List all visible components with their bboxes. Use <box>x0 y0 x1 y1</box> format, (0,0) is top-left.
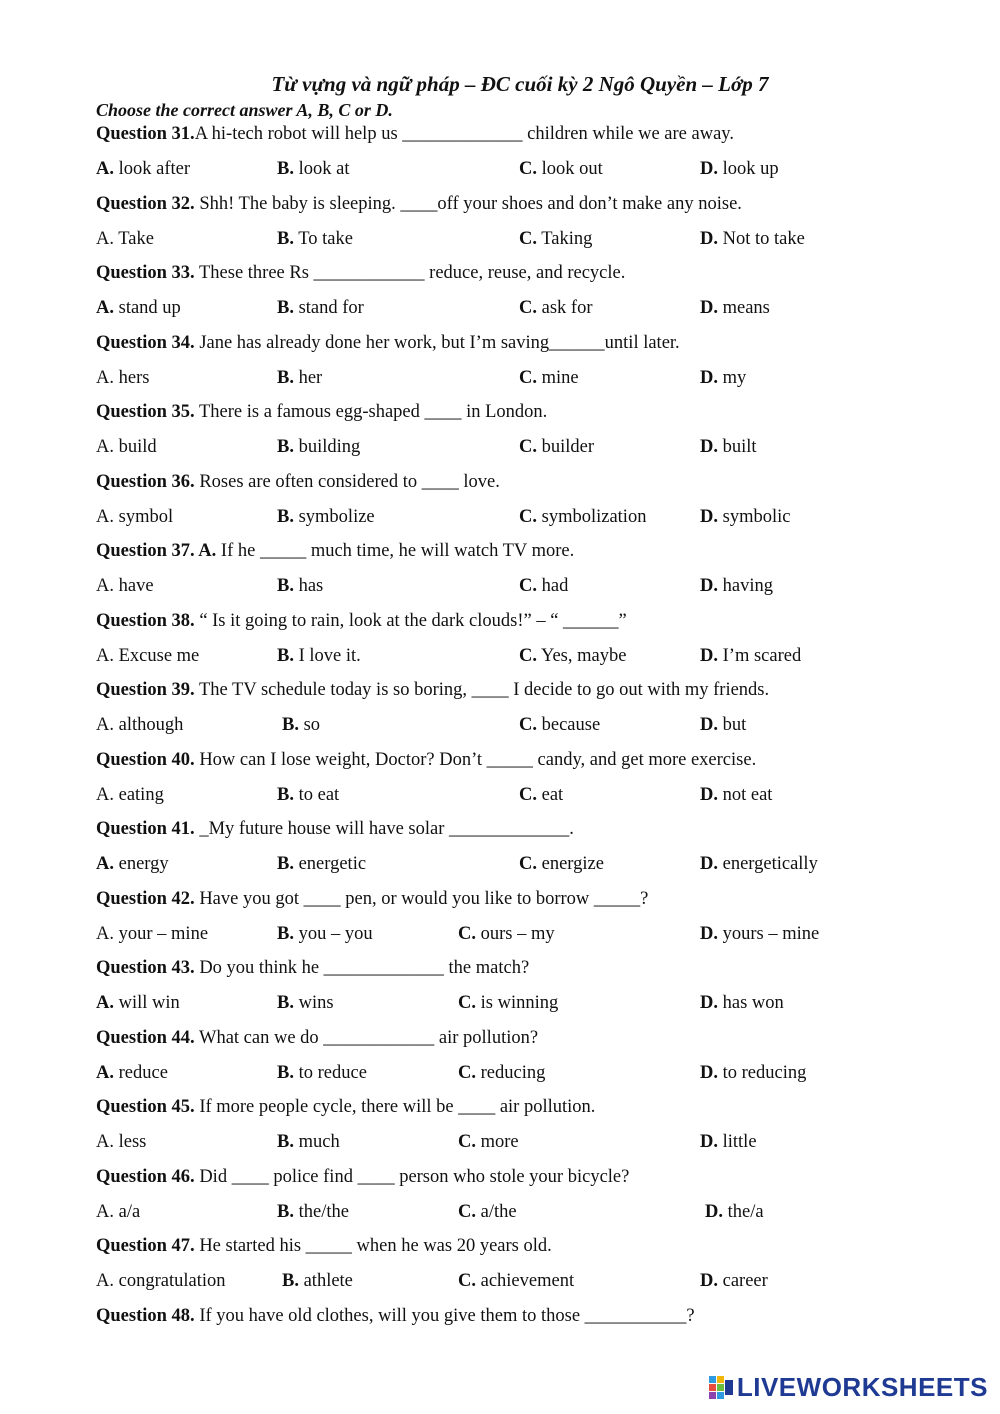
question-label: Question 41. <box>96 819 195 839</box>
option-text: little <box>718 1132 757 1152</box>
answer-option[interactable] <box>277 506 375 528</box>
question-body: Have you got ____ pen, or would you like to borrow _____? <box>194 888 649 909</box>
option-text: I’m scared <box>718 645 802 666</box>
option-letter: D. <box>700 923 718 944</box>
option-letter: C. <box>458 993 476 1013</box>
option-text: much <box>293 1132 340 1152</box>
question-body: _My future house will have solar _____________. <box>194 819 574 839</box>
option-letter: B. <box>277 1132 294 1152</box>
question-body: These three Rs ____________ reduce, reuse, and recycle. <box>194 263 626 283</box>
question-text <box>96 679 769 701</box>
option-text: a/the <box>476 1201 517 1222</box>
option-letter: A. <box>96 1271 114 1291</box>
option-letter: D. <box>700 576 718 596</box>
answer-option[interactable] <box>519 158 603 180</box>
option-letter: A. <box>96 1132 114 1152</box>
option-text: reducing <box>476 1062 546 1083</box>
option-letter: B. <box>277 645 294 666</box>
option-text: ours – my <box>476 923 555 944</box>
option-letter: B. <box>277 159 294 179</box>
answer-option[interactable] <box>282 1270 353 1292</box>
answer-option[interactable] <box>458 1270 574 1292</box>
answer-option[interactable] <box>277 228 353 250</box>
option-text: Not to take <box>718 228 805 249</box>
question-body: Did ____ police find ____ person who stole your bicycle? <box>194 1166 630 1187</box>
answer-option[interactable] <box>700 506 790 528</box>
option-letter: C. <box>458 1062 476 1083</box>
option-letter: C. <box>458 1271 476 1291</box>
option-letter: C. <box>519 784 537 805</box>
option-letter: B. <box>277 854 294 874</box>
option-letter: A. <box>96 645 114 666</box>
answer-option[interactable] <box>96 923 208 945</box>
answer-option[interactable] <box>277 784 339 806</box>
option-text: mine <box>537 367 579 388</box>
answer-option[interactable] <box>96 645 199 667</box>
option-text: Taking <box>537 228 593 249</box>
answer-option[interactable] <box>519 784 563 806</box>
option-text: although <box>114 715 184 735</box>
question-label: Question 39. <box>96 680 195 700</box>
answer-option[interactable] <box>700 645 801 667</box>
answer-option[interactable] <box>700 992 784 1014</box>
option-text: yours – mine <box>718 923 820 944</box>
question-label: Question 36. <box>96 471 195 492</box>
option-letter: D. <box>700 1132 718 1152</box>
answer-option[interactable] <box>96 1131 146 1153</box>
option-letter: D. <box>700 437 718 457</box>
option-letter: C. <box>519 854 537 874</box>
option-letter: B. <box>277 923 294 944</box>
option-text: my <box>718 367 747 388</box>
option-letter: A. <box>96 784 114 805</box>
option-letter: A. <box>96 1201 114 1222</box>
answer-option[interactable] <box>519 367 579 389</box>
option-text: look out <box>537 159 603 179</box>
question-text <box>96 471 500 493</box>
option-text: ask for <box>537 298 593 318</box>
option-text: look after <box>114 159 191 179</box>
option-letter: B. <box>277 993 294 1013</box>
option-letter: B. <box>282 1271 299 1291</box>
question-body: He started his _____ when he was 20 years old. <box>194 1236 552 1256</box>
option-text: eat <box>537 784 564 805</box>
option-letter: D. <box>700 506 718 527</box>
option-letter: C. <box>519 298 537 318</box>
answer-option[interactable] <box>519 714 600 736</box>
answer-option[interactable] <box>700 714 746 736</box>
answer-option[interactable] <box>277 923 373 945</box>
answer-option[interactable] <box>700 1270 768 1292</box>
option-text: will win <box>114 993 180 1013</box>
option-text: stand for <box>293 298 364 318</box>
option-text: because <box>537 715 601 735</box>
option-text: the/a <box>723 1201 764 1222</box>
option-text: you – you <box>293 923 373 944</box>
option-text: symbolic <box>718 506 791 527</box>
question-body: The TV schedule today is so boring, ____ I decide to go out with my friends. <box>194 680 770 700</box>
option-letter: C. <box>519 506 537 527</box>
answer-option[interactable] <box>96 1201 140 1223</box>
option-text: hers <box>114 367 150 388</box>
question-label: Question 32. <box>96 193 195 214</box>
question-text <box>96 749 756 771</box>
answer-option[interactable] <box>96 506 173 528</box>
question-text <box>96 193 742 215</box>
answer-option[interactable] <box>96 784 164 806</box>
question-text <box>96 1235 552 1257</box>
answer-option[interactable] <box>277 575 323 597</box>
option-letter: A. <box>96 715 114 735</box>
question-text <box>96 1096 595 1118</box>
option-letter: A. <box>96 159 114 179</box>
question-label: Question 44. <box>96 1027 195 1048</box>
option-letter: B. <box>277 298 294 318</box>
answer-option[interactable] <box>96 297 181 319</box>
option-letter: A. <box>96 1062 114 1083</box>
option-text: is winning <box>476 993 559 1013</box>
question-label: Question 43. <box>96 958 195 978</box>
option-text: energetic <box>293 854 367 874</box>
answer-option[interactable] <box>277 297 364 319</box>
option-letter: D. <box>700 159 718 179</box>
option-text: congratulation <box>114 1271 226 1291</box>
option-text: more <box>476 1132 519 1152</box>
answer-option[interactable] <box>700 784 772 806</box>
question-label: Question 40. <box>96 749 195 770</box>
option-letter: C. <box>519 367 537 388</box>
option-text: had <box>537 576 569 596</box>
option-text: symbolization <box>537 506 647 527</box>
option-text: look up <box>718 159 779 179</box>
answer-option[interactable] <box>96 436 157 458</box>
option-letter: D. <box>705 1201 723 1222</box>
option-letter: D. <box>700 645 718 666</box>
option-text: but <box>718 715 747 735</box>
option-letter: C. <box>519 437 537 457</box>
question-body: Roses are often considered to ____ love. <box>194 471 500 492</box>
question-text <box>96 332 680 354</box>
question-label: Question 37. A. <box>96 541 217 561</box>
answer-option[interactable] <box>277 367 322 389</box>
option-text: the/the <box>293 1201 349 1222</box>
question-body: “ Is it going to rain, look at the dark clouds!” – “ ______” <box>194 610 627 631</box>
option-text: her <box>293 367 323 388</box>
question-label: Question 38. <box>96 610 195 631</box>
question-label: Question 33. <box>96 263 195 283</box>
option-letter: A. <box>96 576 114 596</box>
answer-option[interactable] <box>96 992 180 1014</box>
option-text: to reduce <box>293 1062 367 1083</box>
liveworksheets-logo <box>708 1370 988 1404</box>
option-text: achievement <box>476 1271 575 1291</box>
answer-option[interactable] <box>277 1201 349 1223</box>
option-text: builder <box>537 437 595 457</box>
answer-option[interactable] <box>458 992 558 1014</box>
answer-option[interactable] <box>700 1062 806 1084</box>
answer-option[interactable] <box>458 923 555 945</box>
question-text <box>96 1305 695 1327</box>
option-text: wins <box>293 993 334 1013</box>
answer-option[interactable] <box>519 436 594 458</box>
option-text: has <box>293 576 324 596</box>
question-text <box>96 1027 538 1049</box>
option-text: To take <box>293 228 353 249</box>
answer-option[interactable] <box>519 228 592 250</box>
logo-text: LIVEWORKSHEETS <box>736 1371 988 1402</box>
option-text: energy <box>114 854 169 874</box>
answer-option[interactable] <box>96 1062 168 1084</box>
option-text: Excuse me <box>114 645 200 666</box>
option-letter: D. <box>700 1271 718 1291</box>
instruction: Choose the correct answer A, B, C or D. <box>96 100 393 120</box>
question-text <box>96 123 734 145</box>
question-text <box>96 818 574 840</box>
question-label: Question 45. <box>96 1097 195 1117</box>
answer-option[interactable] <box>277 158 349 180</box>
answer-option[interactable] <box>277 436 360 458</box>
question-body: Shh! The baby is sleeping. ____off your shoes and don’t make any noise. <box>194 193 742 214</box>
answer-option[interactable] <box>700 1131 757 1153</box>
question-body: There is a famous egg-shaped ____ in London. <box>194 402 548 422</box>
option-letter: B. <box>277 367 294 388</box>
question-body: What can we do ____________ air pollution? <box>194 1027 539 1048</box>
question-text <box>96 610 627 632</box>
option-letter: D. <box>700 784 718 805</box>
liveworksheets-logo-icon <box>708 1374 734 1400</box>
question-label: Question 46. <box>96 1166 195 1187</box>
option-text: athlete <box>298 1271 353 1291</box>
answer-option[interactable] <box>700 158 779 180</box>
question-label: Question 42. <box>96 888 195 909</box>
option-letter: C. <box>519 576 537 596</box>
option-text: means <box>718 298 770 318</box>
option-letter: B. <box>277 1062 294 1083</box>
answer-option[interactable] <box>700 228 805 250</box>
option-letter: D. <box>700 1062 718 1083</box>
option-text: I love it. <box>293 645 361 666</box>
option-letter: B. <box>277 1201 294 1222</box>
option-letter: D. <box>700 298 718 318</box>
option-text: eating <box>114 784 164 805</box>
answer-option[interactable] <box>458 1201 517 1223</box>
answer-option[interactable] <box>282 714 320 736</box>
option-letter: A. <box>96 367 114 388</box>
answer-option[interactable] <box>96 367 149 389</box>
option-text: has won <box>718 993 784 1013</box>
answer-option[interactable] <box>700 436 757 458</box>
option-letter: D. <box>700 715 718 735</box>
answer-option[interactable] <box>96 714 183 736</box>
option-text: Yes, maybe <box>537 645 627 666</box>
answer-option[interactable] <box>277 1062 367 1084</box>
question-text <box>96 401 547 423</box>
question-body: How can I lose weight, Doctor? Don’t _____ candy, and get more exercise. <box>194 749 757 770</box>
option-text: build <box>114 437 157 457</box>
option-text: not eat <box>718 784 773 805</box>
option-letter: D. <box>700 993 718 1013</box>
question-text <box>96 262 625 284</box>
answer-option[interactable] <box>96 575 154 597</box>
option-letter: C. <box>519 645 537 666</box>
option-text: less <box>114 1132 147 1152</box>
question-label: Question 48. <box>96 1305 195 1326</box>
option-letter: B. <box>277 437 294 457</box>
option-text: energize <box>537 854 604 874</box>
option-text: look at <box>293 159 350 179</box>
option-letter: B. <box>277 576 294 596</box>
answer-option[interactable] <box>96 158 190 180</box>
answer-option[interactable] <box>519 645 626 667</box>
option-letter: C. <box>458 1132 476 1152</box>
question-text <box>96 540 574 562</box>
option-letter: C. <box>458 923 476 944</box>
question-body: A hi-tech robot will help us _____________ children while we are away. <box>194 124 734 144</box>
option-text: building <box>293 437 361 457</box>
option-text: stand up <box>114 298 181 318</box>
answer-option[interactable] <box>458 1062 545 1084</box>
option-letter: B. <box>277 784 294 805</box>
question-body: Jane has already done her work, but I’m saving______until later. <box>194 332 680 353</box>
question-body: If you have old clothes, will you give them to those ___________? <box>194 1305 695 1326</box>
option-text: built <box>718 437 757 457</box>
option-text: reduce <box>114 1062 168 1083</box>
answer-option[interactable] <box>277 645 361 667</box>
answer-option[interactable] <box>277 853 366 875</box>
option-letter: C. <box>519 228 537 249</box>
answer-option[interactable] <box>96 228 154 250</box>
option-text: your – mine <box>114 923 209 944</box>
answer-option[interactable] <box>700 923 819 945</box>
answer-option[interactable] <box>96 853 169 875</box>
answer-option[interactable] <box>700 297 770 319</box>
question-text <box>96 888 648 910</box>
option-letter: C. <box>519 159 537 179</box>
option-letter: B. <box>277 506 294 527</box>
option-text: having <box>718 576 773 596</box>
answer-option[interactable] <box>519 297 592 319</box>
option-letter: D. <box>700 367 718 388</box>
option-text: symbol <box>114 506 174 527</box>
answer-option[interactable] <box>519 506 646 528</box>
question-label: Question 31. <box>96 124 195 144</box>
question-body: Do you think he _____________ the match? <box>194 958 530 978</box>
option-text: to reducing <box>718 1062 807 1083</box>
option-letter: A. <box>96 506 114 527</box>
answer-option[interactable] <box>519 575 568 597</box>
answer-option[interactable] <box>96 1270 225 1292</box>
option-letter: B. <box>282 715 299 735</box>
option-text: Take <box>114 228 154 249</box>
option-letter: A. <box>96 854 114 874</box>
answer-option[interactable] <box>700 575 773 597</box>
answer-option[interactable] <box>700 367 746 389</box>
option-letter: D. <box>700 854 718 874</box>
option-letter: A. <box>96 298 114 318</box>
option-letter: B. <box>277 228 294 249</box>
question-body: If more people cycle, there will be ____ air pollution. <box>194 1097 596 1117</box>
page-title: Từ vựng và ngữ pháp – ĐC cuối kỳ 2 Ngô Quyền – Lớp 7 <box>271 72 769 96</box>
option-text: a/a <box>114 1201 141 1222</box>
answer-option[interactable] <box>277 1131 340 1153</box>
option-text: so <box>298 715 321 735</box>
question-label: Question 34. <box>96 332 195 353</box>
question-text <box>96 1166 629 1188</box>
question-text <box>96 957 529 979</box>
option-text: symbolize <box>293 506 375 527</box>
question-label: Question 35. <box>96 402 195 422</box>
answer-option[interactable] <box>519 853 604 875</box>
option-text: energetically <box>718 854 818 874</box>
answer-option[interactable] <box>458 1131 519 1153</box>
option-letter: C. <box>519 715 537 735</box>
option-text: career <box>718 1271 768 1291</box>
option-text: have <box>114 576 154 596</box>
question-body: If he _____ much time, he will watch TV more. <box>216 541 575 561</box>
option-text: to eat <box>293 784 340 805</box>
option-letter: A. <box>96 437 114 457</box>
answer-option[interactable] <box>277 992 334 1014</box>
option-letter: C. <box>458 1201 476 1222</box>
option-letter: D. <box>700 228 718 249</box>
option-letter: A. <box>96 993 114 1013</box>
option-letter: A. <box>96 923 114 944</box>
answer-option[interactable] <box>705 1201 764 1223</box>
option-letter: A. <box>96 228 114 249</box>
question-label: Question 47. <box>96 1236 195 1256</box>
answer-option[interactable] <box>700 853 818 875</box>
